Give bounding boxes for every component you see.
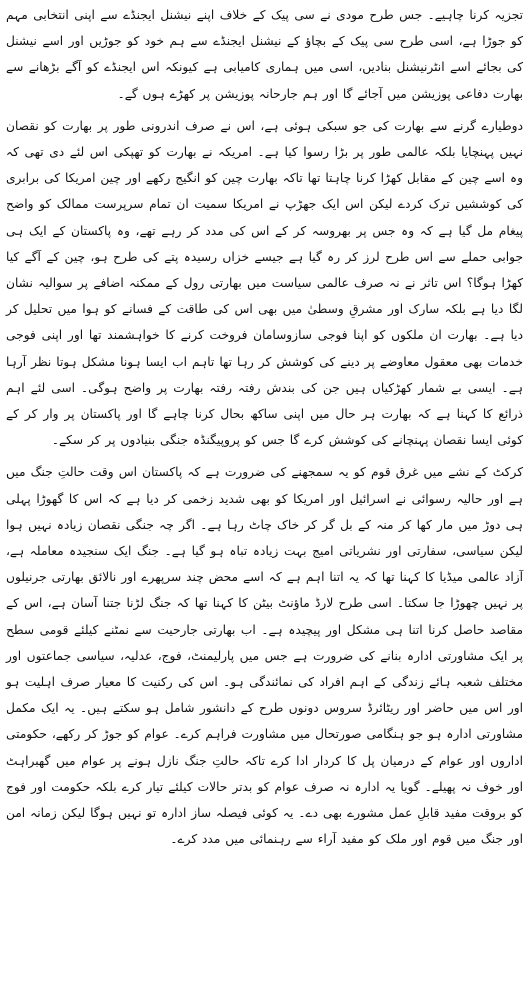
paragraph-1: تجزیہ کرنا چاہیے۔ جس طرح مودی نے سی پیک کے خلاف اپنے نیشنل ایجنڈے سے اپنی انتخابی مہم کو جوڑا ہے، اسی طرح سی پیک کے بچاؤ کے نیشنل ایجنڈے سے ہم خود کو جوڑیں اور اسے نیشنل کی بجائے اسے انٹرنیشنل بنادیں، اسی میں ہماری کامیابی ہے کیونکہ اس ایجنڈے کو آگے بڑھانے سے بھارت دفاعی پوزیشن میں آجائے گا اور ہم جارحانہ پوزیشن پر کھڑے ہوں گے۔	[6, 8, 523, 101]
paragraph-2: دوطیارے گرنے سے بھارت کی جو سبکی ہوئی ہے، اس نے صرف اندرونی طور پر بھارت کو نقصان نہیں پہنچایا بلکہ عالمی طور پر بڑا رسوا کیا ہے۔ امریکہ نے بھارت کو تھپکی اس لئے دی تھی کہ وہ اسے چین کے مقابل کھڑا کرنا چاہتا تھا تاکہ بھارت چین کو انگیج رکھے اور چین امریکا کی برابری کی کوششیں ترک کردے لیکن اس ایک جھڑپ نے امریکا سمیت ان تمام سرپرست ممالک کو واضح پیغام مل گیا ہے کہ وہ جس پر بھروسہ کر کے اس کی مدد کر رہے تھے، وہ پاکستان کے ایک ہی جوابی حملے سے اس طرح لرز کر رہ گیا ہے جیسے خزاں رسیدہ پتے کی طرح ہو، چین کے آگے کیا کھڑا ہوگا؟ اس تاثر نے نہ صرف عالمی سیاست میں بھارتی رول کے ممکنہ اضافے پر سوالیہ نشان لگا دیا ہے بلکہ سارک اور مشرقِ وسطیٰ میں بھی اس کی طاقت کے فسانے کو ہوا میں تحلیل کر دیا ہے۔ بھارت ان ملکوں کو اپنا فوجی سازوسامان فروخت کرنے کا خواہشمند تھا اور اپنی فوجی خدمات بھی معقول معاوضے پر دینے کی کوشش کر رہا تھا تاہم اب ایسا ہونا مشکل ہوتا نظر آرہا ہے۔ ایسی بے شمار کھڑکیاں ہیں جن کی بندش رفتہ رفتہ بھارت پر واضح ہوگی۔ اسی لئے اہم ذرائع کا کہنا ہے کہ بھارت ہر حال میں اپنی ساکھ بحال کرنا چاہے گا اور پاکستان پر وار کر کے کوئی ایسا نقصان پہنچانے کی کوشش کرے گا جس کو پروپیگنڈہ جنگی بنیادوں پر کر سکے۔	[6, 118, 523, 448]
paragraph-3: کرکٹ کے نشے میں غرق قوم کو یہ سمجھنے کی ضرورت ہے کہ پاکستان اس وقت حالتِ جنگ میں ہے اور حالیہ رسوائی نے اسرائیل اور امریکا کو بھی شدید زخمی کر دیا ہے کہ اس کا گھوڑا پہلی ہی دوڑ میں مار کھا کر منہ کے بل گر کر خاک چاٹ رہا ہے۔ اگر چہ جنگی نقصان زیادہ نہیں ہوا لیکن سیاسی، سفارتی اور نشریاتی امیج بہت زیادہ تباہ ہو گیا ہے۔ جنگ ایک سنجیدہ معاملہ ہے، آزاد عالمی میڈیا کا کہنا تھا کہ یہ اتنا اہم ہے کہ اسے محض چند سرپھرے اور نالائق بھارتی جرنیلوں پر نہیں چھوڑا جا سکتا۔ اسی طرح لارڈ ماؤنٹ بیٹن کا کہنا تھا کہ جنگ لڑنا جتنا آسان ہے، اس کے مقاصد حاصل کرنا اتنا ہی مشکل اور پیچیدہ ہے۔ اب بھارتی جارحیت سے نمٹنے کیلئے قومی سطح پر ایک مشاورتی ادارہ بنانے کی ضرورت ہے جس میں پارلیمنٹ، فوج، عدلیہ، سیاسی جماعتوں اور مختلف شعبہ ہائے زندگی کے اہم افراد کی نمائندگی ہو۔ اس کی رکنیت کا معیار صرف اہلیت ہو اور اس میں حاضر اور ریٹائرڈ سروس دونوں طرح کے دانشور شامل ہو سکتے ہیں۔ یہ ایک مکمل مشاورتی ادارہ ہو جو ہنگامی صورتحال میں مشاورت فراہم کرے۔ عوام کو جوڑ کر رکھے، حکومتی اداروں اور عوام کے درمیان پل کا کردار ادا کرے تاکہ حالتِ جنگ نازل ہونے پر عوام میں گھبراہٹ اور خوف نہ پھیلے۔ گویا یہ ادارہ نہ صرف عوام کو بدتر حالات کیلئے تیار کرے بلکہ حکومت اور فوج کو بروقت مفید قابلِ عمل مشورے بھی دے۔ یہ کوئی فیصلہ ساز ادارہ تو نہیں ہوگا لیکن زمانہ امن اور جنگ میں قوم اور ملک کو مفید آراء سے رہنمائی میں مدد کرے۔	[6, 465, 523, 847]
